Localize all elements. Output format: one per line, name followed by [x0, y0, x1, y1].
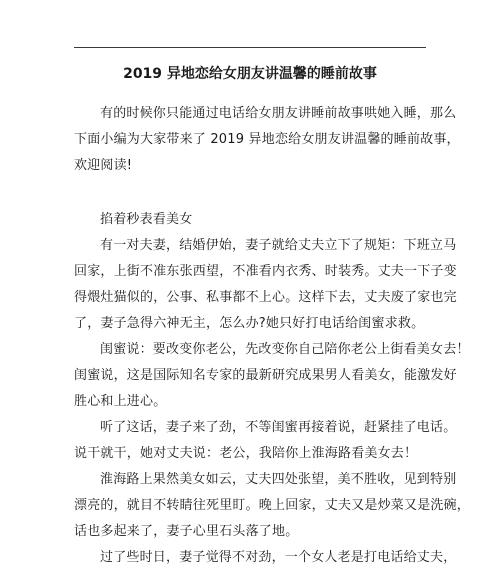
paragraph-line: 回家，上街不准东张西望，不准看内衣秀、时装秀。丈夫一下子变 [74, 264, 457, 279]
paragraph-line: 了，妻子急得六神无主，怎么办?她只好打电话给闺蜜求救。 [74, 316, 425, 331]
paragraph-line: 话也多起来了，妻子心里石头落了地。 [74, 524, 299, 539]
paragraph-line: 闺蜜说，这是国际知名专家的最新研究成果男人看美女，能激发好 [74, 368, 457, 383]
intro-paragraph [74, 101, 460, 179]
intro-line: 下面小编为大家带来了 2019 异地恋给女朋友讲温馨的睡前故事， [74, 132, 460, 147]
paragraph-line: 闺蜜说：要改变你老公，先改变你自己陪你老公上街看美女去！ [100, 342, 470, 357]
paragraph-line: 漂亮的，就目不转睛往死里盯。晚上回家，丈夫又是炒菜又是洗碗， [74, 498, 471, 513]
story-section [74, 207, 471, 565]
paragraph-line: 过了些时日，妻子觉得不对劲，一个女人老是打电话给丈夫， [100, 550, 457, 565]
intro-line: 欢迎阅读! [74, 158, 133, 173]
story-heading: 掐着秒表看美女 [100, 212, 193, 227]
paragraph-line: 听了这话，妻子来了劲，不等闺蜜再接着说，赶紧挂了电话。 [100, 420, 457, 435]
paragraph-line: 胜心和上进心。 [74, 394, 167, 409]
paragraph-line: 淮海路上果然美女如云，丈夫四处张望，美不胜收，见到特别 [100, 472, 457, 487]
intro-line: 有的时候你只能通过电话给女朋友讲睡前故事哄她入睡，那么 [100, 106, 457, 121]
paragraph-line: 有一对夫妻，结婚伊始，妻子就给丈夫立下了规矩：下班立马 [100, 238, 457, 253]
paragraph-line: 说干就干，她对丈夫说：老公，我陪你上淮海路看美女去！ [74, 446, 418, 461]
header-rule [74, 47, 426, 48]
paragraph-line: 得煨灶猫似的，公事、私事都不上心。这样下去，丈夫废了家也完 [74, 290, 457, 305]
document-title: 2019 异地恋给女朋友讲温馨的睡前故事 [123, 66, 377, 82]
